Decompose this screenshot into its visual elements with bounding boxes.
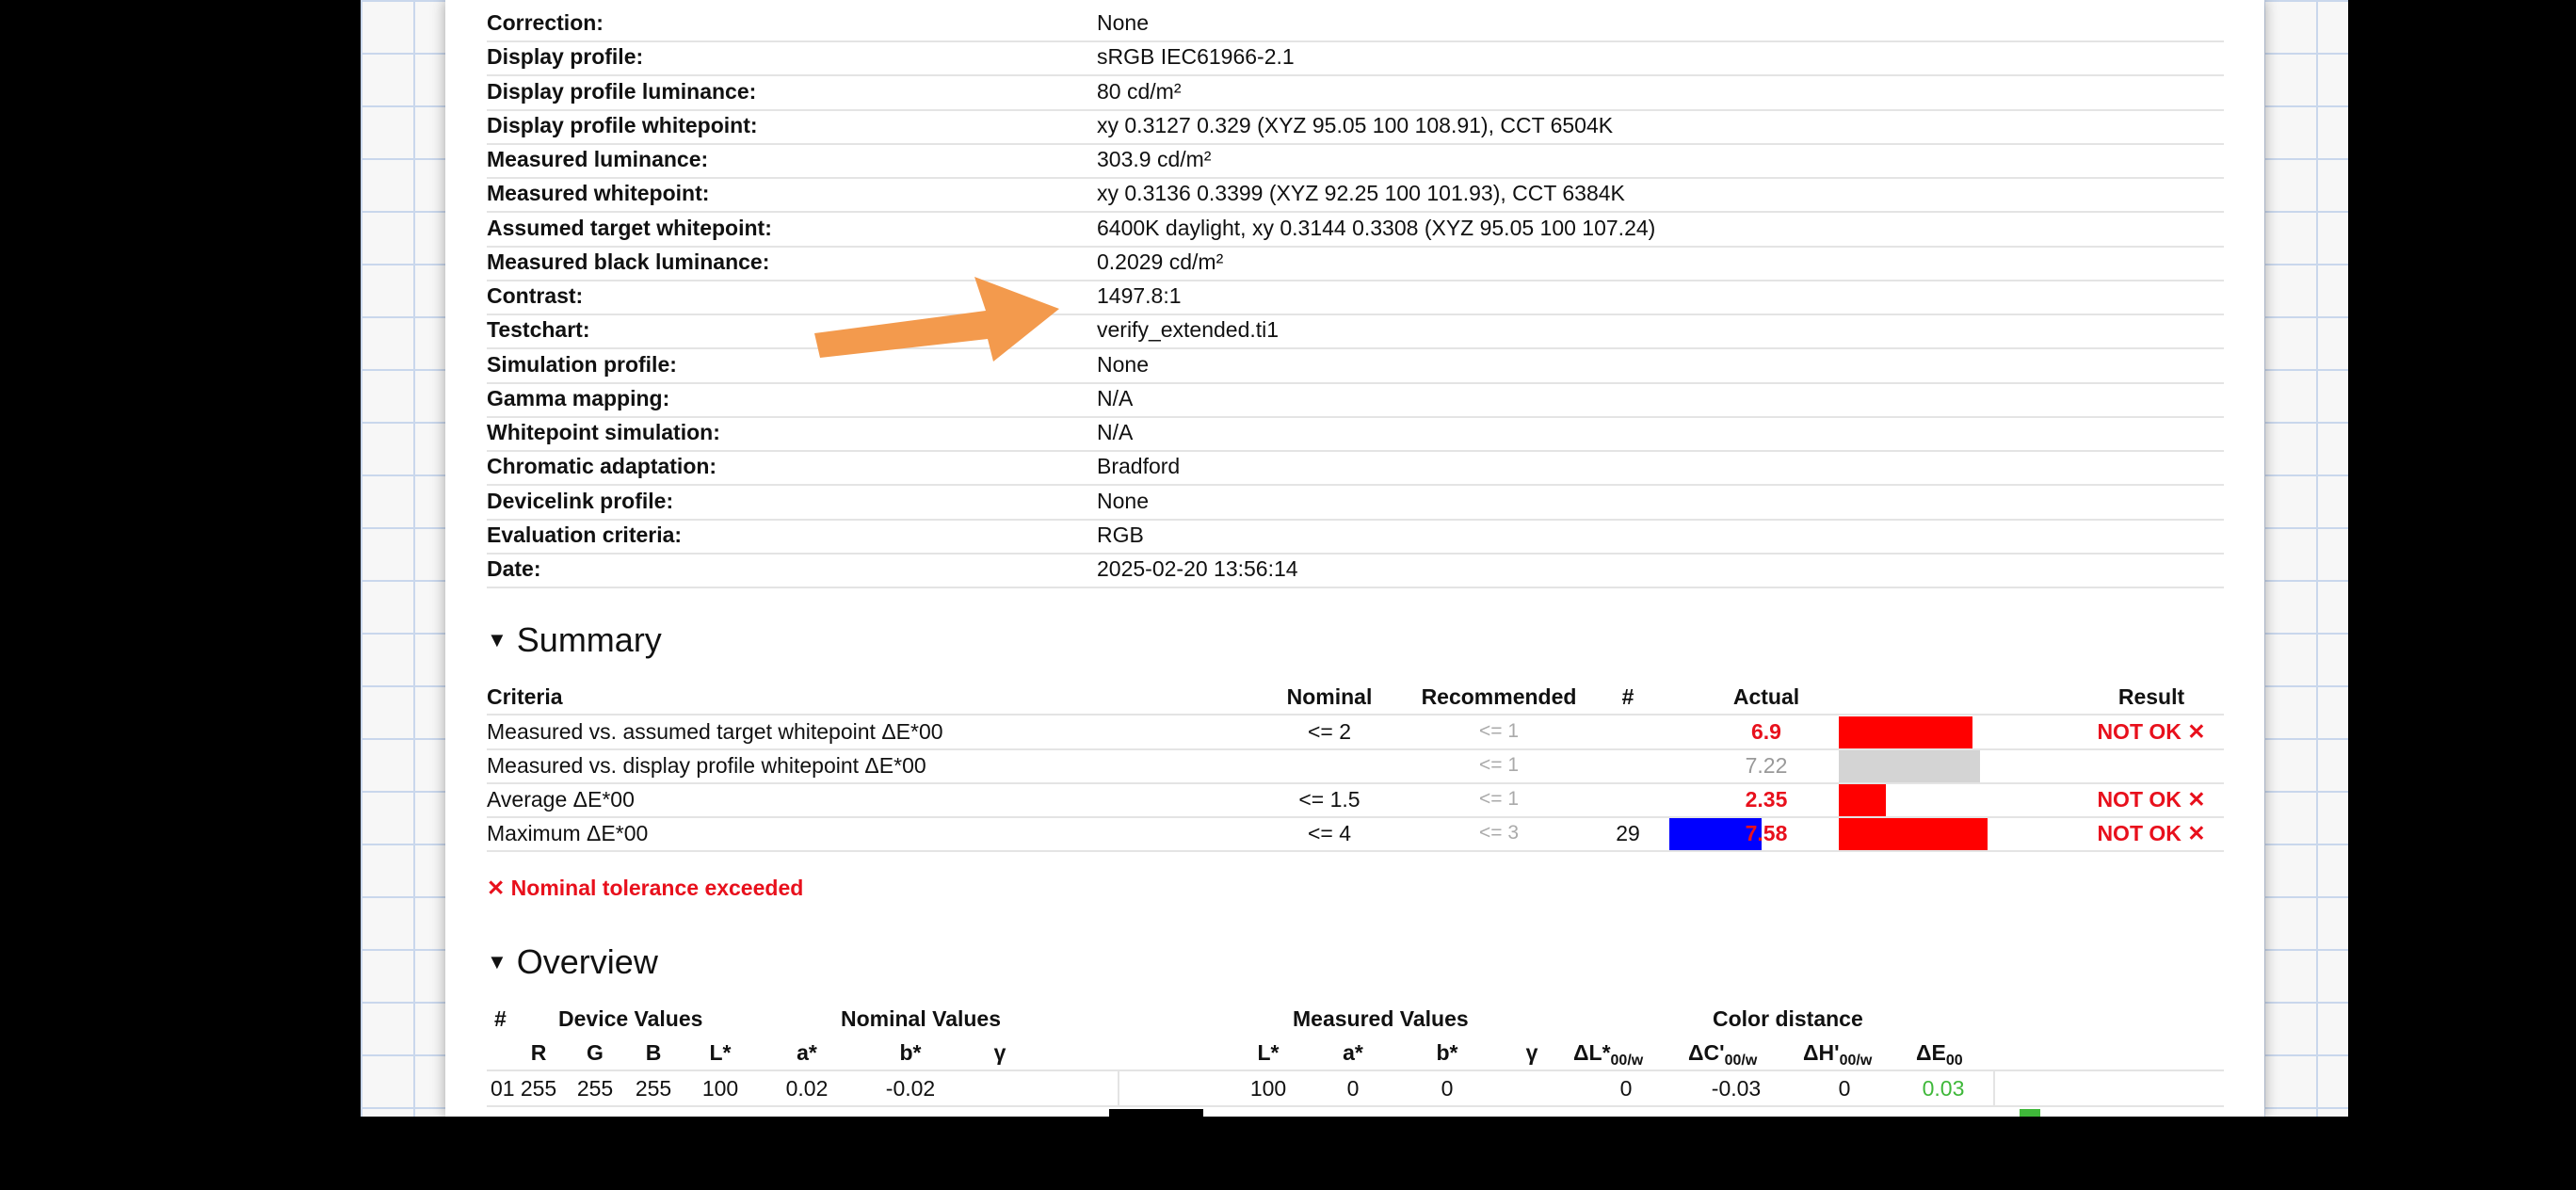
col-r: R [530,1040,547,1065]
table-row [487,1071,2224,1107]
cell-a: 0.02 [785,1076,829,1101]
info-label: Display profile whitepoint: [487,112,758,137]
background-grid-right [2263,0,2348,1117]
cell-g: 255 [576,1076,614,1101]
info-label: Evaluation criteria: [487,522,683,547]
info-value: RGB [1097,522,1144,547]
info-label: Date: [487,556,541,581]
col-l: L* [709,1040,732,1065]
info-value: xy 0.3127 0.329 (XYZ 95.05 100 108.91), CCT 6504K [1097,112,1614,137]
info-label: Display profile luminance: [487,78,757,104]
info-value: verify_extended.ti1 [1097,317,1280,343]
actual-bar [1839,750,1980,782]
group-nominal-values: Nominal Values [841,1006,1002,1031]
summary-row [487,782,2224,818]
recommended-cell: <= 3 [1478,822,1520,844]
info-label: Correction: [487,10,604,35]
info-label: Whitepoint simulation: [487,420,720,444]
cell-b-star: -0.02 [885,1076,936,1101]
recommended-cell: <= 1 [1478,754,1520,776]
actual-cell: 7.58 [1745,821,1788,845]
info-label: Display profile: [487,44,644,70]
cell-measured-l: 100 [1249,1076,1287,1101]
overview-title: Overview [516,942,658,981]
header-recommended: Recommended [1421,684,1577,709]
col-measured-a: a* [1343,1040,1363,1065]
tolerance-note: ✕ Nominal tolerance exceeded [487,876,804,900]
group-num: # [494,1006,507,1031]
info-label: Measured black luminance: [487,249,770,274]
info-value: None [1097,10,1149,35]
col-measured-l: L* [1257,1040,1280,1065]
col-delta-e: $\Delta E_{00}$ [1916,1040,1963,1069]
annotation-arrow-icon [814,277,1059,367]
bar-divider [1993,1071,1995,1107]
info-row [487,246,2224,281]
result-badge: NOT OK ✕ [2097,821,2206,845]
actual-bar [1839,716,1972,748]
info-value: None [1097,488,1149,513]
next-row-swatch [1109,1109,1203,1117]
criteria-cell: Measured vs. display profile whitepoint ΔE*00 [487,753,926,778]
info-value: 80 cd/m² [1097,78,1182,104]
info-row [487,143,2224,179]
info-value: N/A [1097,420,1134,444]
info-label: Gamma mapping: [487,385,670,410]
info-label: Simulation profile: [487,351,677,377]
info-row [487,7,2224,42]
col-measured-gamma: γ [1525,1040,1538,1065]
header-actual: Actual [1732,684,1800,709]
info-value: None [1097,351,1149,377]
info-value: N/A [1097,385,1134,410]
criteria-cell: Average ΔE*00 [487,787,635,812]
criteria-cell: Maximum ΔE*00 [487,821,649,845]
header-nominal: Nominal [1286,684,1373,709]
info-row [487,75,2224,111]
recommended-cell: <= 1 [1478,720,1520,742]
overview-toggle[interactable] [487,941,658,983]
info-value: xy 0.3136 0.3399 (XYZ 92.25 100 101.93), CCT 6384K [1097,181,1625,206]
summary-row [487,816,2224,852]
overview-group-header [487,1002,2224,1036]
actual-bar [1839,818,1988,850]
info-label: Measured luminance: [487,147,709,171]
result-badge: NOT OK ✕ [2097,719,2206,744]
cell-r: 255 [520,1076,557,1101]
col-delta-h: $\Delta H'_{00/w}$ [1803,1040,1873,1069]
info-row [487,450,2224,486]
info-label: Chromatic adaptation: [487,454,717,479]
info-label: Testchart: [487,317,590,343]
cell-delta-l: 0 [1619,1076,1633,1101]
col-measured-b: b* [1436,1040,1458,1065]
info-value: 1497.8:1 [1097,283,1182,308]
collapse-triangle-icon: ▼ [487,628,507,651]
cell-delta-h: 0 [1838,1076,1851,1101]
info-value: 2025-02-20 13:56:14 [1097,556,1298,581]
cell-delta-e: 0.03 [1922,1076,1965,1101]
info-row [487,280,2224,315]
criteria-cell: Measured vs. assumed target whitepoint ΔE*00 [487,719,943,744]
summary-title: Summary [516,620,662,659]
col-a: a* [797,1040,817,1065]
row-num: 01 [491,1076,515,1101]
info-label: Measured whitepoint: [487,181,710,206]
actual-cell: 6.9 [1751,719,1781,744]
nominal-cell: <= 4 [1307,821,1352,845]
info-value: 0.2029 cd/m² [1097,249,1224,274]
result-badge: NOT OK ✕ [2097,787,2206,812]
group-measured-values: Measured Values [1293,1006,1469,1031]
info-row [487,212,2224,248]
actual-bar [1839,784,1886,816]
col-b-star: b* [899,1040,922,1065]
info-row [487,485,2224,521]
info-row [487,348,2224,384]
col-delta-l: $\Delta L*_{00/w}$ [1573,1040,1644,1069]
header-result: Result [2117,684,2185,709]
cell-delta-c: -0.03 [1711,1076,1762,1101]
overview-column-header [487,1036,2224,1071]
summary-row [487,715,2224,750]
info-row [487,519,2224,555]
info-label: Assumed target whitepoint: [487,215,772,240]
col-delta-c: $\Delta C'_{00/w}$ [1688,1040,1758,1069]
info-row [487,553,2224,588]
summary-row [487,748,2224,784]
actual-cell: 7.22 [1745,753,1788,778]
cell-l: 100 [701,1076,739,1101]
info-row [487,177,2224,213]
info-row [487,382,2224,418]
nominal-cell: <= 1.5 [1298,787,1360,812]
info-label: Devicelink profile: [487,488,674,513]
info-value: 303.9 cd/m² [1097,147,1212,171]
cell-b: 255 [635,1076,672,1101]
collapse-triangle-icon: ▼ [487,950,507,973]
background-grid-left [361,0,447,1117]
info-value: Bradford [1097,454,1181,479]
info-value: 6400K daylight, xy 0.3144 0.3308 (XYZ 95.05 100 107.24) [1097,215,1656,240]
count-cell: 29 [1616,821,1640,845]
info-row [487,416,2224,452]
group-device-values: Device Values [558,1006,703,1031]
cell-measured-a: 0 [1346,1076,1360,1101]
info-row [487,109,2224,145]
col-gamma: γ [993,1040,1006,1065]
recommended-cell: <= 1 [1478,788,1520,810]
info-value: sRGB IEC61966-2.1 [1097,44,1295,70]
info-label: Contrast: [487,283,584,308]
group-color-distance: Color distance [1713,1006,1863,1031]
swatch-divider [1118,1071,1119,1107]
cell-measured-b: 0 [1441,1076,1454,1101]
info-row [487,40,2224,76]
next-row-bar [2020,1109,2040,1117]
summary-toggle[interactable] [487,619,662,661]
report-page [445,0,2264,1117]
header-count: # [1621,684,1634,709]
header-criteria: Criteria [487,684,563,709]
info-row [487,314,2224,349]
summary-header-row [487,680,2224,716]
nominal-cell: <= 2 [1307,719,1352,744]
col-b: B [645,1040,662,1065]
col-g: G [587,1040,604,1065]
actual-cell: 2.35 [1745,787,1788,812]
